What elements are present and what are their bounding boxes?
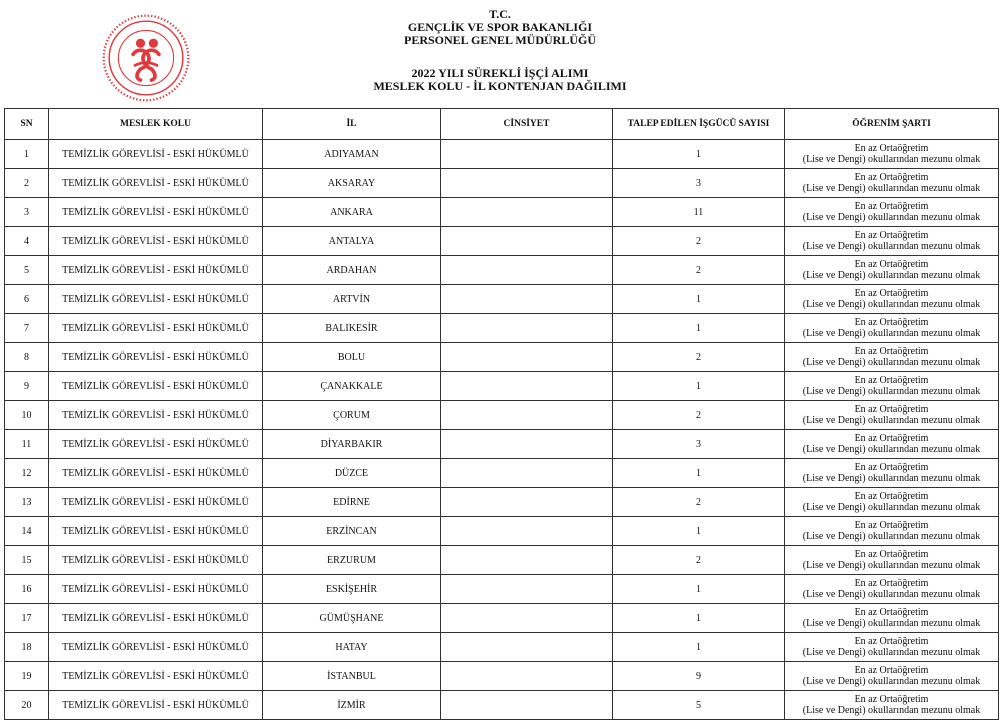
cell-meslek: TEMİZLİK GÖREVLİSİ - ESKİ HÜKÜMLÜ	[49, 662, 263, 691]
cell-ogrenim-sarti	[785, 488, 999, 517]
cell-meslek: TEMİZLİK GÖREVLİSİ - ESKİ HÜKÜMLÜ	[49, 198, 263, 227]
cell-sn: 11	[5, 430, 49, 459]
cell-il: ADIYAMAN	[263, 140, 441, 169]
title-distribution: MESLEK KOLU - İL KONTENJAN DAĞILIMI	[373, 79, 627, 93]
ogrenim-line-2: (Lise ve Dengi) okullarından mezunu olmak	[802, 154, 981, 165]
table-row	[5, 691, 999, 720]
table-row	[5, 517, 999, 546]
cell-meslek: TEMİZLİK GÖREVLİSİ - ESKİ HÜKÜMLÜ	[49, 459, 263, 488]
document-header	[0, 0, 1000, 108]
cell-cinsiyet	[441, 546, 613, 575]
cell-il: AKSARAY	[263, 169, 441, 198]
cell-talep: 5	[613, 691, 785, 720]
cell-meslek: TEMİZLİK GÖREVLİSİ - ESKİ HÜKÜMLÜ	[49, 256, 263, 285]
cell-sn: 19	[5, 662, 49, 691]
table-header-row	[5, 109, 999, 140]
table-row	[5, 314, 999, 343]
ogrenim-line-1: En az Ortaöğretim	[854, 491, 929, 502]
ogrenim-line-2: (Lise ve Dengi) okullarından mezunu olmak	[802, 589, 981, 600]
table-row	[5, 430, 999, 459]
cell-ogrenim-sarti	[785, 430, 999, 459]
cell-il: ARTVİN	[263, 285, 441, 314]
cell-il: İZMİR	[263, 691, 441, 720]
cell-meslek: TEMİZLİK GÖREVLİSİ - ESKİ HÜKÜMLÜ	[49, 401, 263, 430]
cell-talep: 9	[613, 662, 785, 691]
cell-talep: 2	[613, 343, 785, 372]
cell-meslek: TEMİZLİK GÖREVLİSİ - ESKİ HÜKÜMLÜ	[49, 488, 263, 517]
ogrenim-line-1: En az Ortaöğretim	[854, 288, 929, 299]
cell-cinsiyet	[441, 691, 613, 720]
cell-talep: 1	[613, 604, 785, 633]
cell-sn: 9	[5, 372, 49, 401]
cell-sn: 8	[5, 343, 49, 372]
cell-sn: 3	[5, 198, 49, 227]
quota-table	[4, 108, 999, 720]
ogrenim-line-2: (Lise ve Dengi) okullarından mezunu olmak	[802, 241, 981, 252]
cell-ogrenim-sarti	[785, 140, 999, 169]
col-header-ogrenim: ÖĞRENİM ŞARTI	[785, 109, 999, 140]
cell-il: ANKARA	[263, 198, 441, 227]
cell-ogrenim-sarti	[785, 169, 999, 198]
table-row	[5, 140, 999, 169]
cell-ogrenim-sarti	[785, 633, 999, 662]
ogrenim-line-2: (Lise ve Dengi) okullarından mezunu olmak	[802, 386, 981, 397]
cell-cinsiyet	[441, 198, 613, 227]
ogrenim-line-2: (Lise ve Dengi) okullarından mezunu olmak	[802, 328, 981, 339]
cell-cinsiyet	[441, 459, 613, 488]
ogrenim-line-2: (Lise ve Dengi) okullarından mezunu olmak	[802, 357, 981, 368]
cell-meslek: TEMİZLİK GÖREVLİSİ - ESKİ HÜKÜMLÜ	[49, 140, 263, 169]
cell-meslek: TEMİZLİK GÖREVLİSİ - ESKİ HÜKÜMLÜ	[49, 546, 263, 575]
cell-sn: 7	[5, 314, 49, 343]
cell-sn: 12	[5, 459, 49, 488]
cell-talep: 1	[613, 459, 785, 488]
cell-talep: 1	[613, 575, 785, 604]
cell-il: İSTANBUL	[263, 662, 441, 691]
cell-talep: 3	[613, 169, 785, 198]
cell-sn: 5	[5, 256, 49, 285]
cell-il: BOLU	[263, 343, 441, 372]
cell-ogrenim-sarti	[785, 198, 999, 227]
cell-sn: 10	[5, 401, 49, 430]
document-titles	[0, 8, 1000, 93]
table-row	[5, 662, 999, 691]
cell-il: DÜZCE	[263, 459, 441, 488]
cell-il: ANTALYA	[263, 227, 441, 256]
cell-talep: 1	[613, 140, 785, 169]
cell-il: ERZİNCAN	[263, 517, 441, 546]
cell-cinsiyet	[441, 343, 613, 372]
cell-talep: 11	[613, 198, 785, 227]
cell-ogrenim-sarti	[785, 459, 999, 488]
cell-ogrenim-sarti	[785, 575, 999, 604]
ogrenim-line-1: En az Ortaöğretim	[854, 462, 929, 473]
cell-meslek: TEMİZLİK GÖREVLİSİ - ESKİ HÜKÜMLÜ	[49, 575, 263, 604]
col-header-cinsiyet: CİNSİYET	[441, 109, 613, 140]
table-body	[5, 140, 999, 720]
ogrenim-line-1: En az Ortaöğretim	[854, 404, 929, 415]
cell-cinsiyet	[441, 662, 613, 691]
cell-talep: 2	[613, 256, 785, 285]
ogrenim-line-2: (Lise ve Dengi) okullarından mezunu olmak	[802, 502, 981, 513]
cell-il: DİYARBAKIR	[263, 430, 441, 459]
cell-talep: 2	[613, 546, 785, 575]
ogrenim-line-1: En az Ortaöğretim	[854, 549, 929, 560]
table-row	[5, 169, 999, 198]
ogrenim-line-1: En az Ortaöğretim	[854, 607, 929, 618]
cell-ogrenim-sarti	[785, 604, 999, 633]
col-header-il: İL	[263, 109, 441, 140]
col-header-sn: SN	[5, 109, 49, 140]
table-row	[5, 227, 999, 256]
cell-cinsiyet	[441, 488, 613, 517]
cell-ogrenim-sarti	[785, 517, 999, 546]
ogrenim-line-1: En az Ortaöğretim	[854, 520, 929, 531]
cell-cinsiyet	[441, 575, 613, 604]
ogrenim-line-1: En az Ortaöğretim	[854, 578, 929, 589]
table-row	[5, 198, 999, 227]
ogrenim-line-2: (Lise ve Dengi) okullarından mezunu olmak	[802, 212, 981, 223]
cell-sn: 4	[5, 227, 49, 256]
ogrenim-line-2: (Lise ve Dengi) okullarından mezunu olmak	[802, 618, 981, 629]
cell-cinsiyet	[441, 285, 613, 314]
cell-cinsiyet	[441, 227, 613, 256]
cell-meslek: TEMİZLİK GÖREVLİSİ - ESKİ HÜKÜMLÜ	[49, 285, 263, 314]
cell-il: ÇORUM	[263, 401, 441, 430]
cell-sn: 14	[5, 517, 49, 546]
cell-sn: 15	[5, 546, 49, 575]
cell-cinsiyet	[441, 633, 613, 662]
ogrenim-line-1: En az Ortaöğretim	[854, 346, 929, 357]
cell-sn: 1	[5, 140, 49, 169]
ogrenim-line-2: (Lise ve Dengi) okullarından mezunu olmak	[802, 270, 981, 281]
cell-il: EDİRNE	[263, 488, 441, 517]
ogrenim-line-2: (Lise ve Dengi) okullarından mezunu olmak	[802, 560, 981, 571]
cell-il: ARDAHAN	[263, 256, 441, 285]
ogrenim-line-2: (Lise ve Dengi) okullarından mezunu olmak	[802, 444, 981, 455]
ogrenim-line-2: (Lise ve Dengi) okullarından mezunu olmak	[802, 676, 981, 687]
cell-il: GÜMÜŞHANE	[263, 604, 441, 633]
cell-cinsiyet	[441, 140, 613, 169]
cell-sn: 6	[5, 285, 49, 314]
ogrenim-line-1: En az Ortaöğretim	[854, 143, 929, 154]
cell-ogrenim-sarti	[785, 314, 999, 343]
ogrenim-line-1: En az Ortaöğretim	[854, 172, 929, 183]
ogrenim-line-2: (Lise ve Dengi) okullarından mezunu olmak	[802, 705, 981, 716]
table-row	[5, 546, 999, 575]
cell-cinsiyet	[441, 169, 613, 198]
col-header-talep: TALEP EDİLEN İŞGÜCÜ SAYISI	[613, 109, 785, 140]
cell-ogrenim-sarti	[785, 546, 999, 575]
ogrenim-line-1: En az Ortaöğretim	[854, 230, 929, 241]
cell-sn: 13	[5, 488, 49, 517]
cell-ogrenim-sarti	[785, 691, 999, 720]
table-row	[5, 401, 999, 430]
cell-talep: 1	[613, 285, 785, 314]
cell-sn: 17	[5, 604, 49, 633]
cell-meslek: TEMİZLİK GÖREVLİSİ - ESKİ HÜKÜMLÜ	[49, 604, 263, 633]
cell-ogrenim-sarti	[785, 401, 999, 430]
col-header-meslek: MESLEK KOLU	[49, 109, 263, 140]
title-ministry: GENÇLİK VE SPOR BAKANLIĞI	[407, 20, 593, 34]
table-row	[5, 372, 999, 401]
ogrenim-line-2: (Lise ve Dengi) okullarından mezunu olmak	[802, 647, 981, 658]
ogrenim-line-1: En az Ortaöğretim	[854, 201, 929, 212]
ogrenim-line-2: (Lise ve Dengi) okullarından mezunu olmak	[802, 299, 981, 310]
cell-meslek: TEMİZLİK GÖREVLİSİ - ESKİ HÜKÜMLÜ	[49, 633, 263, 662]
title-tc: T.C.	[489, 7, 511, 21]
cell-cinsiyet	[441, 517, 613, 546]
cell-il: HATAY	[263, 633, 441, 662]
ogrenim-line-1: En az Ortaöğretim	[854, 259, 929, 270]
cell-meslek: TEMİZLİK GÖREVLİSİ - ESKİ HÜKÜMLÜ	[49, 430, 263, 459]
ogrenim-line-2: (Lise ve Dengi) okullarından mezunu olmak	[802, 183, 981, 194]
table-row	[5, 343, 999, 372]
cell-meslek: TEMİZLİK GÖREVLİSİ - ESKİ HÜKÜMLÜ	[49, 314, 263, 343]
cell-meslek: TEMİZLİK GÖREVLİSİ - ESKİ HÜKÜMLÜ	[49, 372, 263, 401]
cell-sn: 18	[5, 633, 49, 662]
ogrenim-line-1: En az Ortaöğretim	[854, 636, 929, 647]
cell-sn: 16	[5, 575, 49, 604]
cell-ogrenim-sarti	[785, 662, 999, 691]
cell-ogrenim-sarti	[785, 227, 999, 256]
cell-meslek: TEMİZLİK GÖREVLİSİ - ESKİ HÜKÜMLÜ	[49, 517, 263, 546]
ogrenim-line-1: En az Ortaöğretim	[854, 433, 929, 444]
cell-il: ESKİŞEHİR	[263, 575, 441, 604]
table-row	[5, 488, 999, 517]
title-directorate: PERSONEL GENEL MÜDÜRLÜĞÜ	[403, 33, 597, 47]
ogrenim-line-2: (Lise ve Dengi) okullarından mezunu olmak	[802, 415, 981, 426]
ogrenim-line-2: (Lise ve Dengi) okullarından mezunu olmak	[802, 531, 981, 542]
table-row	[5, 633, 999, 662]
cell-meslek: TEMİZLİK GÖREVLİSİ - ESKİ HÜKÜMLÜ	[49, 343, 263, 372]
cell-talep: 2	[613, 227, 785, 256]
cell-ogrenim-sarti	[785, 256, 999, 285]
cell-talep: 2	[613, 401, 785, 430]
cell-cinsiyet	[441, 401, 613, 430]
ogrenim-line-2: (Lise ve Dengi) okullarından mezunu olmak	[802, 473, 981, 484]
cell-sn: 2	[5, 169, 49, 198]
table-row	[5, 285, 999, 314]
cell-ogrenim-sarti	[785, 343, 999, 372]
cell-ogrenim-sarti	[785, 285, 999, 314]
cell-meslek: TEMİZLİK GÖREVLİSİ - ESKİ HÜKÜMLÜ	[49, 169, 263, 198]
cell-cinsiyet	[441, 372, 613, 401]
title-recruitment: 2022 YILI SÜREKLİ İŞÇİ ALIMI	[411, 66, 589, 80]
cell-cinsiyet	[441, 604, 613, 633]
table-row	[5, 459, 999, 488]
ogrenim-line-1: En az Ortaöğretim	[854, 694, 929, 705]
table-row	[5, 575, 999, 604]
cell-talep: 2	[613, 488, 785, 517]
ogrenim-line-1: En az Ortaöğretim	[854, 317, 929, 328]
cell-talep: 1	[613, 372, 785, 401]
cell-sn: 20	[5, 691, 49, 720]
cell-meslek: TEMİZLİK GÖREVLİSİ - ESKİ HÜKÜMLÜ	[49, 691, 263, 720]
cell-talep: 1	[613, 633, 785, 662]
ogrenim-line-1: En az Ortaöğretim	[854, 665, 929, 676]
cell-cinsiyet	[441, 256, 613, 285]
cell-cinsiyet	[441, 314, 613, 343]
cell-il: ÇANAKKALE	[263, 372, 441, 401]
cell-il: ERZURUM	[263, 546, 441, 575]
ogrenim-line-1: En az Ortaöğretim	[854, 375, 929, 386]
cell-ogrenim-sarti	[785, 372, 999, 401]
cell-meslek: TEMİZLİK GÖREVLİSİ - ESKİ HÜKÜMLÜ	[49, 227, 263, 256]
table-row	[5, 256, 999, 285]
cell-talep: 1	[613, 517, 785, 546]
cell-talep: 3	[613, 430, 785, 459]
cell-talep: 1	[613, 314, 785, 343]
cell-il: BALIKESİR	[263, 314, 441, 343]
table-row	[5, 604, 999, 633]
cell-cinsiyet	[441, 430, 613, 459]
